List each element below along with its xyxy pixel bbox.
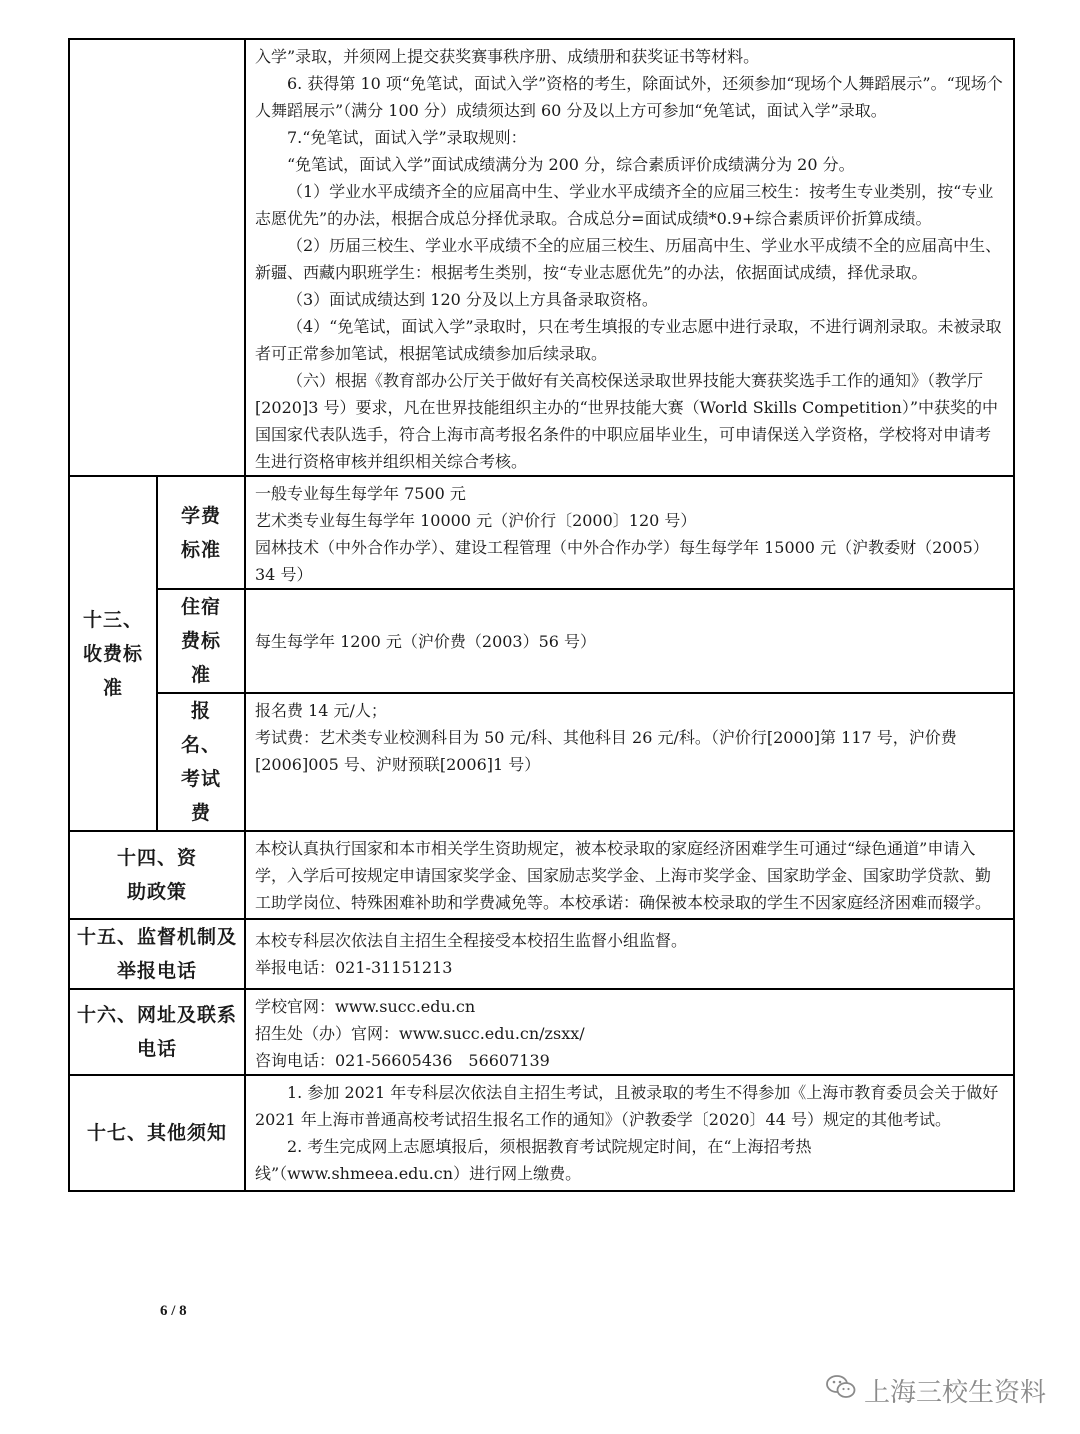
rule-paragraph: （3）面试成绩达到 120 分及以上方具备录取资格。 xyxy=(287,290,658,309)
other-section-label: 十七、其他须知 xyxy=(69,1075,245,1191)
dorm-content xyxy=(245,589,1014,693)
supervision-line: 举报电话：021-31151213 xyxy=(255,958,453,977)
table-row-contact xyxy=(69,989,1014,1075)
notice-paragraph: 2. 考生完成网上志愿填报后，须根据教育考试院规定时间，在“上海招考热线”（www.shmeea.edu.cn）进行网上缴费。 xyxy=(255,1137,812,1183)
supervision-line: 本校专科层次依法自主招生全程接受本校招生监督小组监督。 xyxy=(255,931,688,950)
exam-fee-content xyxy=(245,693,1014,831)
supervision-content xyxy=(245,919,1014,989)
rule-paragraph: “免笔试，面试入学”面试成绩满分为 200 分，综合素质评价成绩满分为 20 分。 xyxy=(287,155,855,174)
notice-paragraph: 1. 参加 2021 年专科层次依法自主招生考试，且被录取的考生不得参加《上海市教育委员会关于做好 2021 年上海市普通高校考试招生报名工作的通知》（沪教委学〔2020〕44 号）规定的其他考试。 xyxy=(255,1083,999,1129)
aid-paragraph: 本校认真执行国家和本市相关学生资助规定，被本校录取的家庭经济困难学生可通过“绿色通道”申请入学，入学后可按规定申请国家奖学金、国家励志奖学金、上海市奖学金、国家助学金、国家助学贷款、勤工助学岗位、特殊困难补助和学费减免等。本校承诺：确保被本校录取的学生不因家庭经济困难而辍学。 xyxy=(255,839,992,912)
watermark-text: 上海三校生资料 xyxy=(863,1378,1046,1408)
fee-line: 一般专业每生每学年 7500 元 xyxy=(255,484,466,503)
rule-paragraph: 6. 获得第 10 项“免笔试，面试入学”资格的考生，除面试外，还须参加“现场个人舞蹈展示”。“现场个人舞蹈展示”（满分 100 分）成绩须达到 60 分及以上方可参加“免笔试，面试入学”录取。 xyxy=(255,74,1003,120)
table-row-supervision xyxy=(69,919,1014,989)
rule-paragraph: 入学”录取，并须网上提交获奖赛事秩序册、成绩册和获奖证书等材料。 xyxy=(255,47,760,66)
exam-fee-label: 报名、考试费 xyxy=(157,693,245,831)
table-row-exam-fee xyxy=(69,693,1014,831)
empty-label-cell xyxy=(69,39,245,476)
aid-content xyxy=(245,831,1014,919)
continued-rules-content xyxy=(245,39,1014,476)
table-row-continued-rules xyxy=(69,39,1014,476)
other-content xyxy=(245,1075,1014,1191)
tuition-content xyxy=(245,476,1014,589)
contact-line: 招生处（办）官网：www.succ.edu.cn/zsxx/ xyxy=(255,1024,585,1043)
fee-line: 园林技术（中外合作办学）、建设工程管理（中外合作办学）每生每学年 15000 元（沪教委财（2005）34 号） xyxy=(255,538,989,584)
fee-line: 报名费 14 元/人； xyxy=(255,701,387,720)
fee-line: 每生每学年 1200 元（沪价费（2003）56 号） xyxy=(255,631,597,651)
wechat-icon xyxy=(826,1374,856,1407)
contact-line: 学校官网：www.succ.edu.cn xyxy=(255,997,476,1016)
tuition-label: 学费标准 xyxy=(157,476,245,589)
rule-paragraph: （六）根据《教育部办公厅关于做好有关高校保送录取世界技能大赛获奖选手工作的通知》（教学厅[2020]3 号）要求，凡在世界技能组织主办的“世界技能大赛（World Skills Competition）”中获奖的中国国家代表队选手，符合上海市高考报名条件的中职应届毕业生，可申请保送入学资格，学校将对申请考生进行资格审核并组织相关综合考核。 xyxy=(255,371,999,471)
table-row-dorm xyxy=(69,589,1014,693)
page-number: 6 / 8 xyxy=(160,1303,187,1319)
fee-line: 考试费：艺术类专业校测科目为 50 元/科、其他科目 26 元/科。（沪价行[2000]第 117 号，沪价费[2006]005 号、沪财预联[2006]1 号） xyxy=(255,728,957,774)
watermark xyxy=(826,1372,1046,1409)
rule-paragraph: 7.“免笔试，面试入学”录取规则： xyxy=(287,128,527,147)
fees-section-label: 十三、收费标准 xyxy=(69,476,157,831)
contact-line: 咨询电话：021-56605436 56607139 xyxy=(255,1051,550,1070)
contact-content xyxy=(245,989,1014,1075)
aid-section-label: 十四、资助政策 xyxy=(69,831,245,919)
rule-paragraph: （2）历届三校生、学业水平成绩不全的应届三校生、历届高中生、学业水平成绩不全的应届高中生、新疆、西藏内职班学生：根据考生类别，按“专业志愿优先”的办法，依据面试成绩，择优录取。 xyxy=(255,236,1002,282)
table-row-tuition xyxy=(69,476,1014,589)
table-row-aid xyxy=(69,831,1014,919)
table-row-other xyxy=(69,1075,1014,1191)
contact-section-label: 十六、网址及联系电话 xyxy=(69,989,245,1075)
dorm-label: 住宿费标准 xyxy=(157,589,245,693)
supervision-section-label: 十五、监督机制及举报电话 xyxy=(69,919,245,989)
rule-paragraph: （1）学业水平成绩齐全的应届高中生、学业水平成绩齐全的应届三校生：按考生专业类别，按“专业志愿优先”的办法，根据合成总分择优录取。合成总分=面试成绩*0.9+综合素质评价折算成绩。 xyxy=(255,182,994,228)
fee-line: 艺术类专业每生每学年 10000 元（沪价行〔2000〕120 号） xyxy=(255,511,697,530)
rule-paragraph: （4）“免笔试，面试入学”录取时，只在考生填报的专业志愿中进行录取，不进行调剂录取。未被录取者可正常参加笔试，根据笔试成绩参加后续录取。 xyxy=(255,317,1002,363)
admissions-table xyxy=(68,38,1015,1192)
